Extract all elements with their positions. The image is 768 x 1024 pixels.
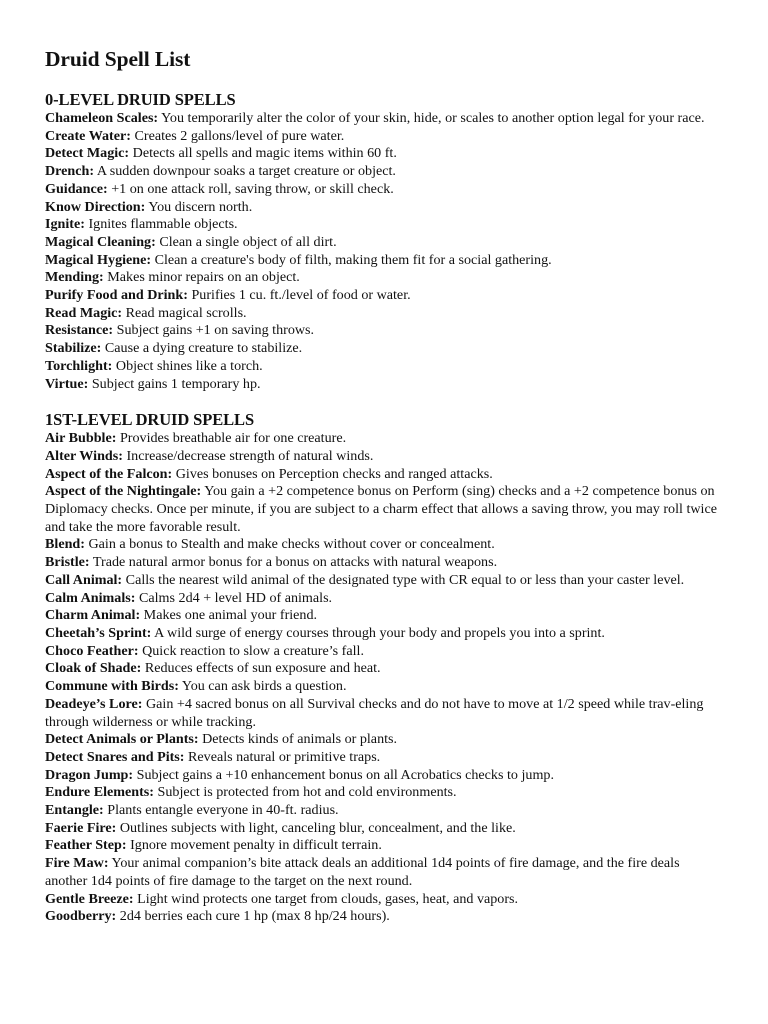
spell-list (45, 430, 725, 926)
spell-entry (45, 607, 725, 625)
spell-description: Subject gains +1 on saving throws. (116, 322, 315, 339)
spell-name: Resistance: (45, 322, 114, 339)
spell-entry (45, 376, 725, 394)
spell-description: +1 on one attack roll, saving throw, or skill check. (111, 180, 394, 197)
spell-description: Quick reaction to slow a creature’s fall. (142, 642, 364, 659)
spell-description: Ignore movement penalty in difficult terrain. (130, 837, 382, 854)
spell-description: Subject is protected from hot and cold environments. (157, 784, 457, 801)
spell-list (45, 110, 725, 393)
spell-name: Mending: (45, 269, 104, 286)
spell-name: Dragon Jump: (45, 766, 134, 783)
spell-description: You gain a +2 competence bonus on Perform (sing) checks and a +2 competence bonus on Diplomacy checks. Once per minute, if you are subject to a charm effect that allows a saving throw, you may roll twice and take the more favorable result. (45, 483, 717, 535)
spell-description: Clean a creature's body of filth, making them fit for a social gathering. (154, 251, 552, 268)
spell-entry (45, 678, 725, 696)
spell-description: Reveals natural or primitive traps. (188, 748, 381, 765)
spell-description: Ignites flammable objects. (88, 216, 238, 233)
spell-name: Magical Cleaning: (45, 233, 156, 250)
spell-entry (45, 110, 725, 128)
spell-entry (45, 660, 725, 678)
spell-name: Bristle: (45, 554, 90, 571)
spell-entry (45, 252, 725, 270)
spell-entry (45, 802, 725, 820)
spell-description: Reduces effects of sun exposure and heat. (144, 660, 381, 677)
spell-description: Makes one animal your friend. (143, 607, 318, 624)
spell-description: A sudden downpour soaks a target creature or object. (96, 163, 396, 180)
spell-entry (45, 199, 725, 217)
spell-entry (45, 572, 725, 590)
spell-name: Aspect of the Falcon: (45, 465, 173, 482)
spell-entry (45, 234, 725, 252)
spell-description: You can ask birds a question. (181, 678, 347, 695)
spell-description: Increase/decrease strength of natural winds. (126, 447, 374, 464)
spell-entry (45, 430, 725, 448)
spell-name: Commune with Birds: (45, 678, 179, 695)
spell-entry (45, 855, 725, 890)
spell-name: Gentle Breeze: (45, 890, 134, 907)
spell-name: Cheetah’s Sprint: (45, 624, 152, 641)
spell-description: Provides breathable air for one creature. (119, 430, 347, 447)
spell-entry (45, 216, 725, 234)
document-page (45, 44, 725, 926)
spell-entry (45, 731, 725, 749)
spell-description: Gain a bonus to Stealth and make checks without cover or concealment. (88, 536, 495, 553)
spell-description: Makes minor repairs on an object. (107, 269, 300, 286)
spell-name: Detect Snares and Pits: (45, 748, 185, 765)
spell-entry (45, 128, 725, 146)
spell-description: Gives bonuses on Perception checks and ranged attacks. (175, 465, 493, 482)
spell-name: Entangle: (45, 802, 104, 819)
spell-description: Trade natural armor bonus for a bonus on attacks with natural weapons. (92, 554, 498, 571)
spell-name: Torchlight: (45, 357, 113, 374)
spell-entry (45, 483, 725, 536)
spell-name: Blend: (45, 536, 85, 553)
spell-name: Call Animal: (45, 571, 123, 588)
spell-description: Clean a single object of all dirt. (159, 233, 337, 250)
document-title: Druid Spell List (45, 47, 191, 71)
spell-description: Your animal companion’s bite attack deals an additional 1d4 points of fire damage, and the fire deals another 1d4 points of fire damage to the target on the next round. (45, 855, 680, 889)
spell-name: Fire Maw: (45, 855, 109, 872)
spell-name: Deadeye’s Lore: (45, 695, 143, 712)
spell-entry (45, 767, 725, 785)
spell-section (45, 90, 725, 393)
spell-description: Outlines subjects with light, canceling blur, concealment, and the like. (119, 819, 516, 836)
spell-description: 2d4 berries each cure 1 hp (max 8 hp/24 hours). (119, 908, 390, 925)
spell-entry (45, 340, 725, 358)
spell-name: Feather Step: (45, 837, 127, 854)
spell-name: Aspect of the Nightingale: (45, 483, 202, 500)
spell-description: Light wind protects one target from clouds, gases, heat, and vapors. (137, 890, 519, 907)
spell-description: Read magical scrolls. (125, 304, 247, 321)
spell-name: Endure Elements: (45, 784, 154, 801)
spell-description: Creates 2 gallons/level of pure water. (134, 127, 345, 144)
spell-description: Subject gains a +10 enhancement bonus on all Acrobatics checks to jump. (136, 766, 554, 783)
spell-description: Calls the nearest wild animal of the designated type with CR equal to or less than your caster level. (125, 571, 685, 588)
spell-entry (45, 287, 725, 305)
spell-entry (45, 643, 725, 661)
section-heading: 1ST-LEVEL DRUID SPELLS (45, 410, 255, 430)
spell-description: Purifies 1 cu. ft./level of food or water. (191, 287, 411, 304)
spell-entry (45, 358, 725, 376)
spell-entry (45, 784, 725, 802)
spell-name: Faerie Fire: (45, 819, 117, 836)
spell-entry (45, 269, 725, 287)
spell-name: Calm Animals: (45, 589, 136, 606)
spell-name: Purify Food and Drink: (45, 287, 188, 304)
spell-entry (45, 322, 725, 340)
spell-description: Plants entangle everyone in 40-ft. radius. (107, 802, 339, 819)
spell-name: Choco Feather: (45, 642, 139, 659)
spell-name: Alter Winds: (45, 447, 123, 464)
spell-entry (45, 891, 725, 909)
spell-entry (45, 908, 725, 926)
spell-name: Know Direction: (45, 198, 146, 215)
spell-name: Ignite: (45, 216, 85, 233)
spell-description: Detects kinds of animals or plants. (202, 731, 398, 748)
spell-entry (45, 749, 725, 767)
spell-section (45, 410, 725, 926)
spell-entry (45, 696, 725, 731)
spell-description: Calms 2d4 + level HD of animals. (138, 589, 333, 606)
spell-name: Read Magic: (45, 304, 123, 321)
spell-entry (45, 163, 725, 181)
spell-entry (45, 305, 725, 323)
spell-name: Detect Animals or Plants: (45, 731, 199, 748)
spell-entry (45, 590, 725, 608)
spell-entry (45, 466, 725, 484)
spell-entry (45, 554, 725, 572)
spell-name: Goodberry: (45, 908, 117, 925)
spell-entry (45, 837, 725, 855)
spell-name: Cloak of Shade: (45, 660, 142, 677)
spell-entry (45, 448, 725, 466)
spell-name: Guidance: (45, 180, 108, 197)
spell-name: Drench: (45, 163, 95, 180)
spell-name: Detect Magic: (45, 145, 130, 162)
spell-name: Create Water: (45, 127, 131, 144)
spell-name: Chameleon Scales: (45, 110, 159, 126)
spell-entry (45, 536, 725, 554)
spell-entry (45, 181, 725, 199)
spell-description: Subject gains 1 temporary hp. (91, 375, 261, 392)
spell-description: Object shines like a torch. (115, 357, 263, 374)
spell-name: Air Bubble: (45, 430, 117, 447)
spell-name: Stabilize: (45, 340, 102, 357)
spell-description: Gain +4 sacred bonus on all Survival checks and do not have to move at 1/2 speed while trav-eling through wilderness or while tracking. (45, 695, 704, 730)
spell-description: A wild surge of energy courses through your body and propels you into a sprint. (154, 624, 605, 641)
sections-container (45, 90, 725, 926)
spell-entry (45, 820, 725, 838)
spell-description: Detects all spells and magic items within 60 ft. (132, 145, 397, 162)
section-heading: 0-LEVEL DRUID SPELLS (45, 90, 236, 109)
spell-description: Cause a dying creature to stabilize. (104, 340, 303, 357)
spell-entry (45, 625, 725, 643)
spell-description: You discern north. (148, 198, 253, 215)
spell-name: Virtue: (45, 375, 89, 392)
spell-entry (45, 145, 725, 163)
spell-description: You temporarily alter the color of your skin, hide, or scales to another option legal for your race. (161, 110, 705, 126)
spell-name: Magical Hygiene: (45, 251, 152, 268)
spell-name: Charm Animal: (45, 607, 141, 624)
